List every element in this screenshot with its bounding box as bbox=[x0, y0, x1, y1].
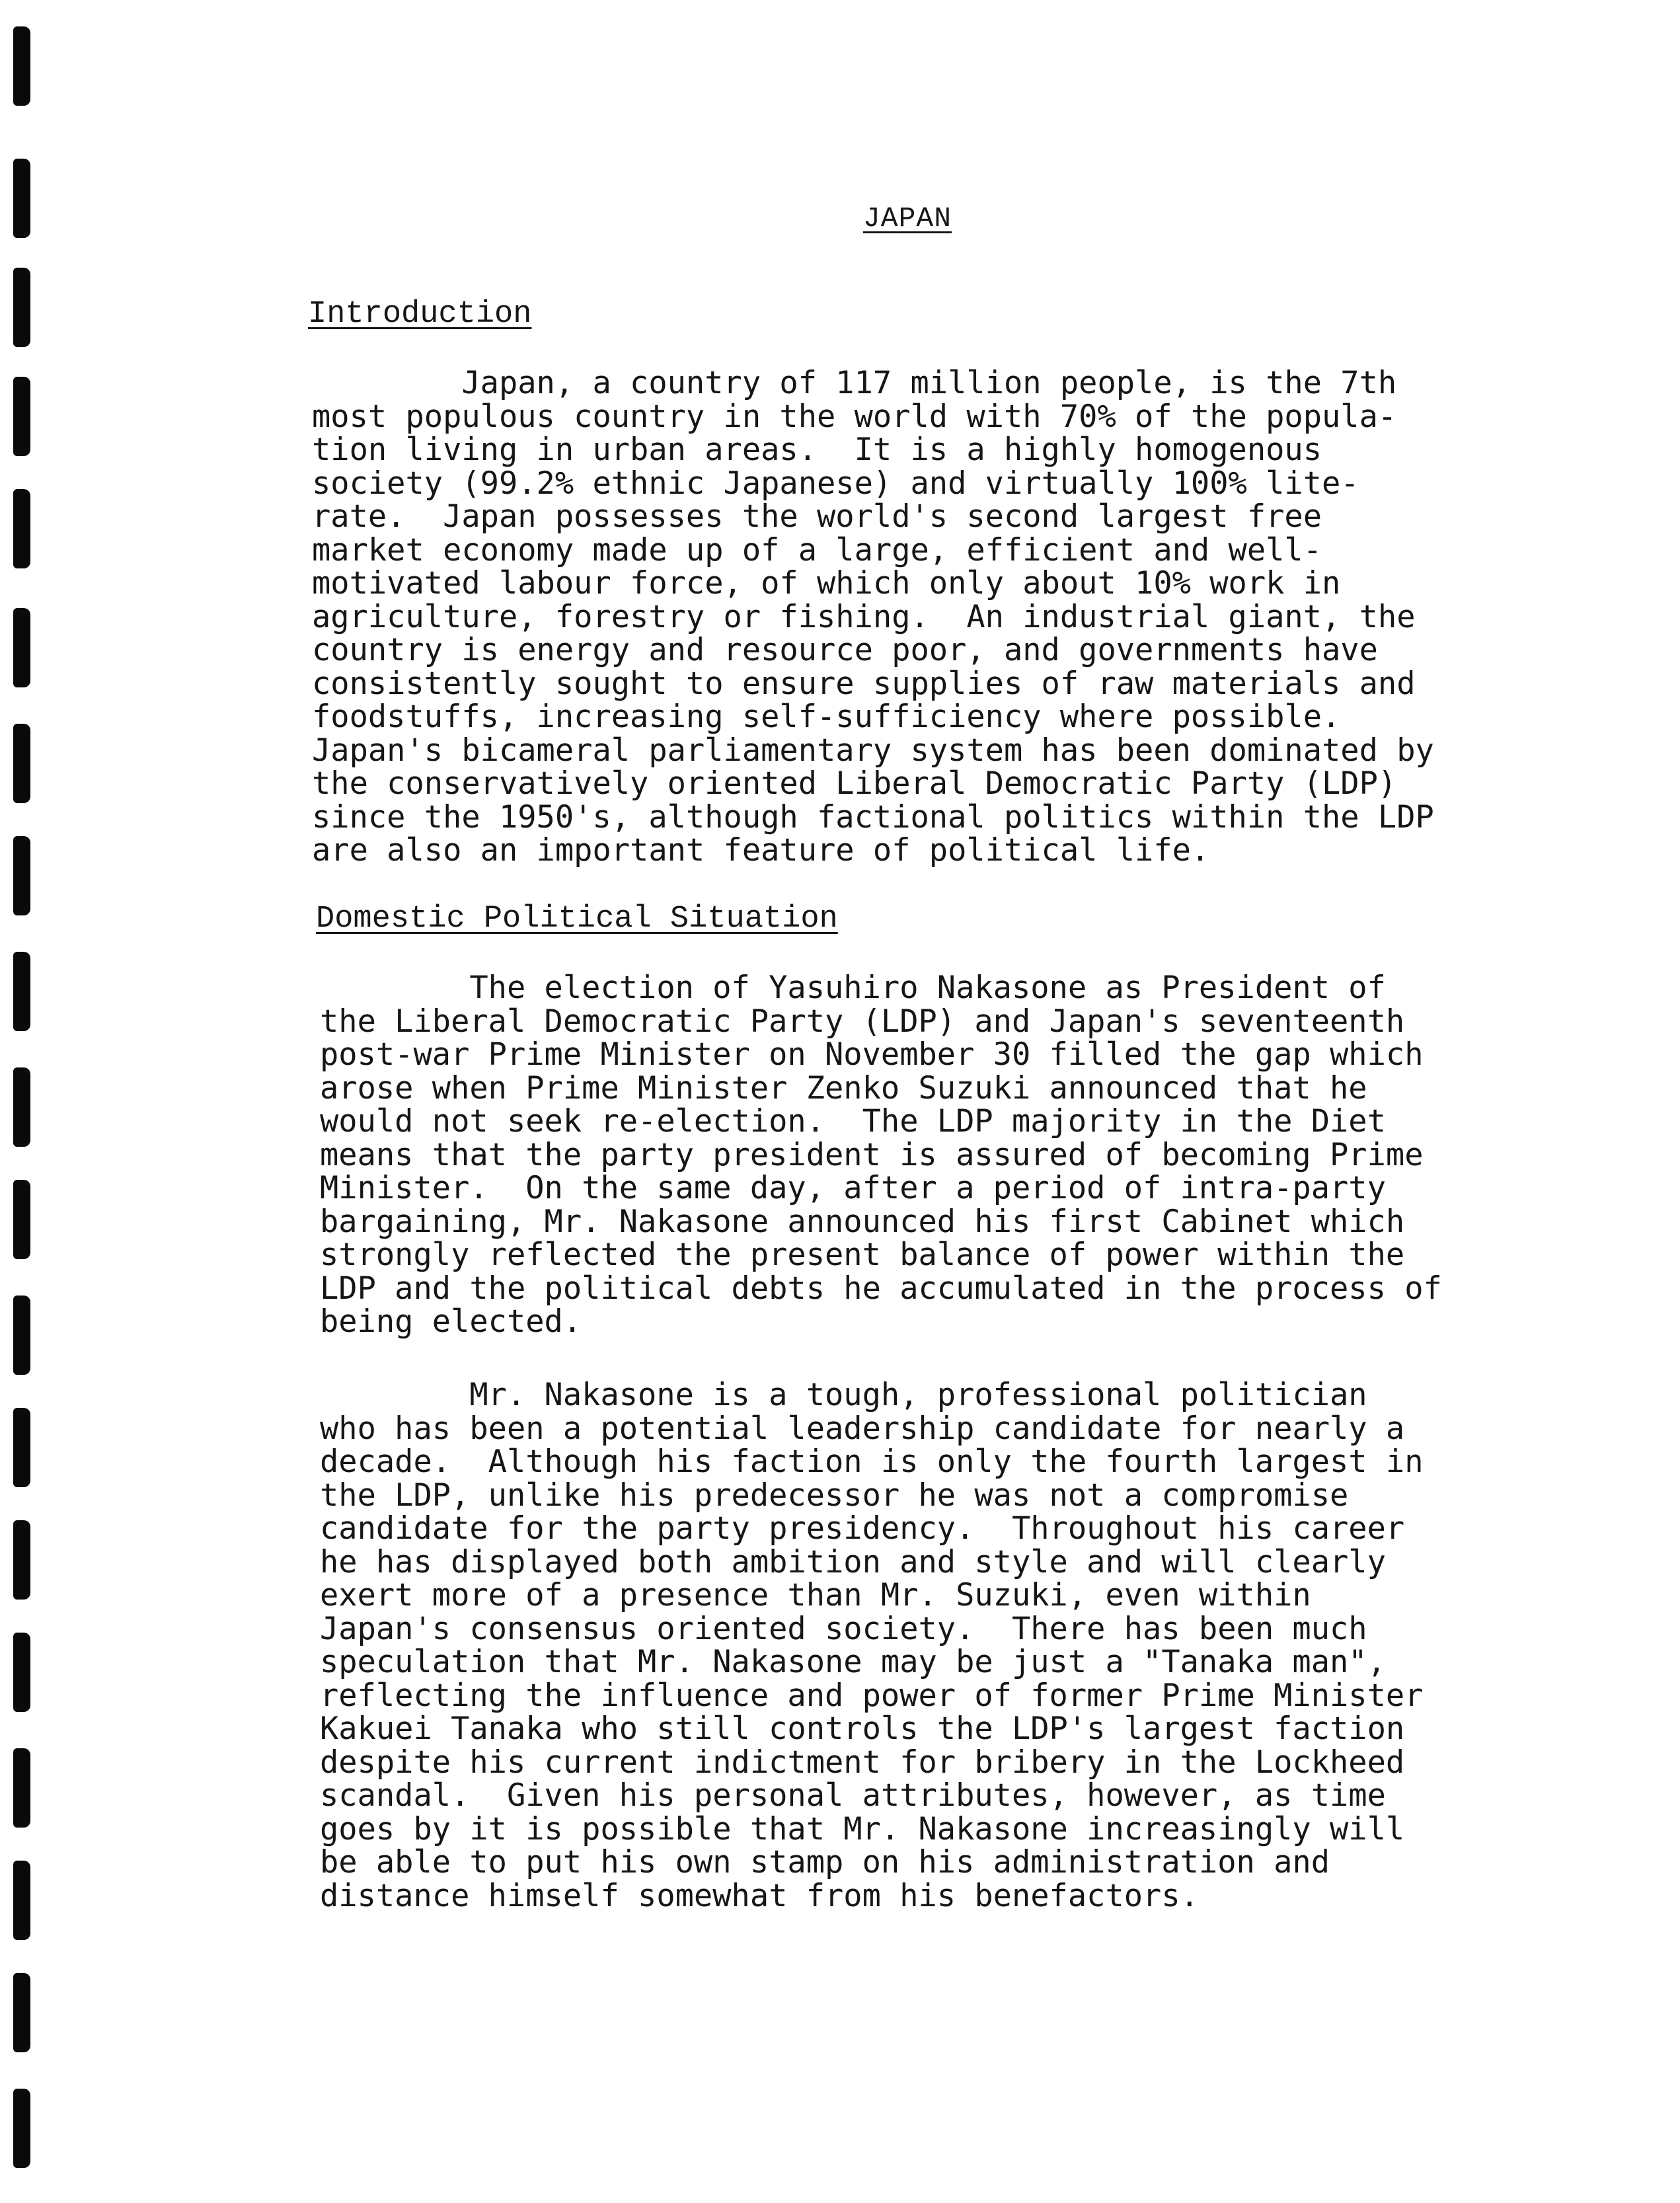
punch-hole bbox=[13, 159, 30, 238]
paragraph-introduction: Japan, a country of 117 million people, is the 7th most populous country in the world with 70% of the popula- tion living in urban areas. It is a highly homogenous society (99.2% ethnic Japanese) and virtually 100% lite- rate. Japan possesses the world's second largest free market economy made up of a large, efficient and well- motivated labour force, of which only about 10% work in agriculture, forestry or fishing. An industrial giant, the country is energy and resource poor, and governments have consistently sought to ensure supplies of raw materials and foodstuffs, increasing self-sufficiency where possible. Japan's bicameral parliamentary system has been dominated by the conservatively oriented Liberal Democratic Party (LDP) since the 1950's, although factional politics within the LDP are also an important feature of political life. bbox=[312, 365, 1434, 869]
punch-hole bbox=[13, 377, 30, 456]
punch-hole bbox=[13, 26, 30, 106]
punch-hole bbox=[13, 1861, 30, 1940]
punch-hole bbox=[13, 836, 30, 915]
paragraph-domestic-2: Mr. Nakasone is a tough, professional politician who has been a potential leadership candidate for nearly a decade. Although his faction is only the fourth largest in the LDP, unlike his predecessor he was not a compromise candidate for the party presidency. Throughout his career he has displayed both ambition and style and will clearly exert more of a presence than Mr. Suzuki, even within Japan's consensus oriented society. There has been much speculation that Mr. Nakasone may be just a "Tanaka man", reflecting the influence and power of former Prime Minister Kakuei Tanaka who still controls the LDP's largest faction despite his current indictment for bribery in the Lockheed scandal. Given his personal attributes, however, as time goes by it is possible that Mr. Nakasone increasingly will be able to put his own stamp on his administration and distance himself somewhat from his benefactors. bbox=[320, 1377, 1424, 1914]
punch-hole bbox=[13, 608, 30, 687]
punch-hole bbox=[13, 1180, 30, 1259]
document-title: JAPAN bbox=[863, 202, 952, 235]
punch-hole bbox=[13, 724, 30, 803]
punch-hole bbox=[13, 489, 30, 568]
section-heading-introduction: Introduction bbox=[308, 297, 532, 332]
punch-hole bbox=[13, 1973, 30, 2052]
paragraph-domestic-1: The election of Yasuhiro Nakasone as President of the Liberal Democratic Party (LDP) and Japan's seventeenth post-war Prime Minister on November 30 filled the gap which arose when Prime Minister Zenko Suzuki announced that he would not seek re-election. The LDP majority in the Diet means that the party president is assured of becoming Prime Minister. On the same day, after a period of intra-party bargaining, Mr. Nakasone announced his first Cabinet which strongly reflected the present balance of power within the LDP and the political debts he accumulated in the process of being elected. bbox=[320, 970, 1442, 1340]
binding-punch-holes bbox=[0, 0, 53, 2203]
punch-hole bbox=[13, 2089, 30, 2168]
punch-hole bbox=[13, 952, 30, 1031]
punch-hole bbox=[13, 1408, 30, 1487]
punch-hole bbox=[13, 1633, 30, 1712]
punch-hole bbox=[13, 1748, 30, 1828]
punch-hole bbox=[13, 268, 30, 347]
section-heading-domestic-political-situation: Domestic Political Situation bbox=[316, 902, 838, 937]
punch-hole bbox=[13, 1295, 30, 1375]
punch-hole bbox=[13, 1520, 30, 1600]
punch-hole bbox=[13, 1067, 30, 1147]
